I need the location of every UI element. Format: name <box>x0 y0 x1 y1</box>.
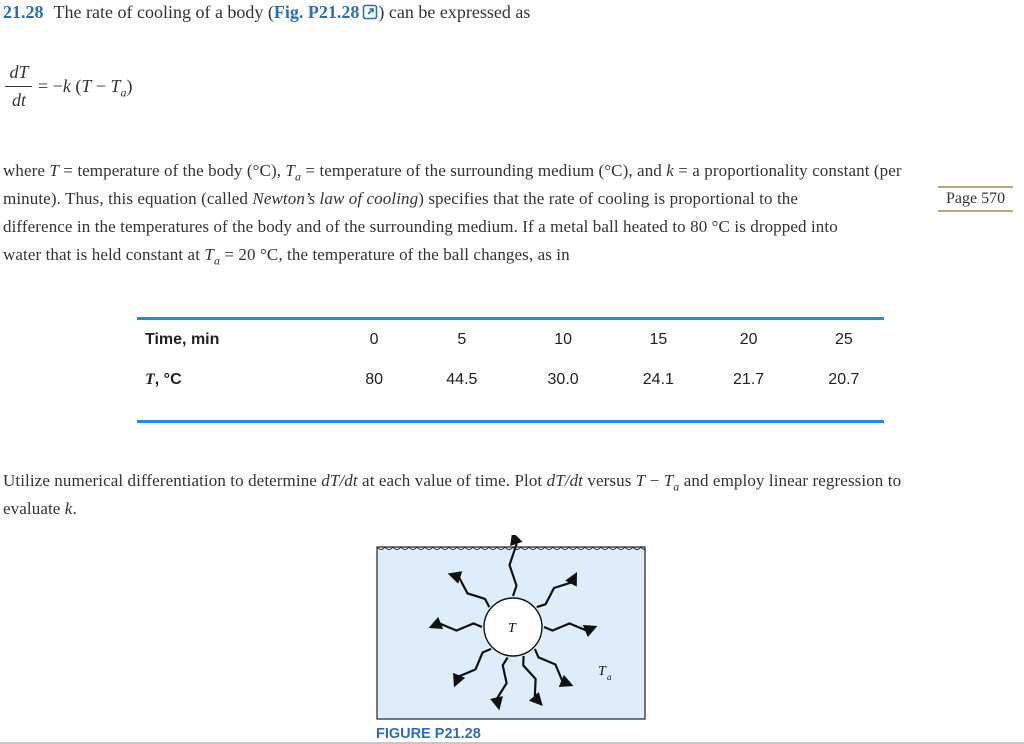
text: = 20 °C, the temperature of the ball changes, as in <box>220 245 570 264</box>
temp-cell: 80 <box>365 371 384 388</box>
var-dTdt: dT/dt <box>321 471 358 490</box>
var-dTdt: dT/dt <box>546 471 584 490</box>
time-cell: 25 <box>834 331 853 348</box>
text: water that is held constant at <box>3 245 205 264</box>
problem-number: 21.28 <box>3 2 44 22</box>
text: Utilize numerical differentiation to determine <box>3 471 322 490</box>
equation-k: k <box>62 76 71 96</box>
var-k: k <box>666 161 674 180</box>
text: . <box>72 499 77 518</box>
text: = temperature of the surrounding medium (°C), and <box>301 161 667 180</box>
equation-equals: = − <box>38 76 63 96</box>
paragraph-2-line-1 <box>3 467 901 501</box>
row-label-time: Time, min <box>145 331 220 348</box>
var-Ta: T <box>204 245 214 264</box>
time-cell: 15 <box>649 331 668 348</box>
time-cell: 10 <box>554 331 572 348</box>
equation-numerator: dT <box>9 62 29 82</box>
text: versus <box>583 471 636 490</box>
text: evaluate <box>3 499 65 518</box>
var-Ta-sub: a <box>213 253 221 268</box>
problem-intro: The rate of cooling of a body ( <box>53 2 274 22</box>
medium-label: T <box>598 664 606 679</box>
time-cell: 5 <box>457 331 467 348</box>
equation-paren-close: ) <box>126 76 133 96</box>
problem-intro-end: ) can be expressed as <box>378 2 531 22</box>
paragraph-1-line-2 <box>3 185 798 214</box>
external-link-icon[interactable] <box>362 4 378 25</box>
table-row-time <box>137 320 884 360</box>
temp-cell: 20.7 <box>828 371 860 388</box>
figure-cooling-diagram <box>370 535 655 725</box>
var-T: T <box>635 471 646 490</box>
var-Ta: T <box>285 161 295 180</box>
fraction-bar <box>5 86 32 87</box>
var-T: T <box>145 371 155 388</box>
data-table-container <box>137 317 884 423</box>
var-Ta-sub: a <box>673 479 680 494</box>
var-T: T <box>49 161 59 180</box>
paragraph-1-line-3: difference in the temperatures of the body and of the surrounding medium. If a metal ball heated to 80 °C is dropped into <box>3 217 838 236</box>
temp-cell: 21.7 <box>733 371 765 388</box>
temp-cell: 30.0 <box>547 371 579 388</box>
page-marker: Page 570 <box>938 186 1013 212</box>
temp-cell: 24.1 <box>642 371 674 388</box>
var-Ta: T <box>663 471 674 490</box>
equation-denominator: dt <box>11 90 26 110</box>
newtons-law-term: Newton’s law of cooling <box>252 189 419 208</box>
unit: , °C <box>154 371 182 388</box>
problem-header <box>3 2 530 25</box>
time-cell: 0 <box>369 331 379 348</box>
paragraph-2-line-2 <box>3 495 77 524</box>
equation-Ta-sub: a <box>120 85 127 100</box>
medium-label-sub: a <box>607 672 612 682</box>
time-cell: 20 <box>739 331 758 348</box>
text: − <box>645 471 664 490</box>
ball-label: T <box>508 621 516 636</box>
var-Ta-sub: a <box>294 169 302 184</box>
text: ) specifies that the rate of cooling is proportional to the <box>418 189 799 208</box>
text: where <box>3 161 50 180</box>
text: minute). Thus, this equation (called <box>3 189 253 208</box>
table-row-temperature <box>137 360 884 400</box>
temp-cell: 44.5 <box>446 371 478 388</box>
equation-T: T <box>81 76 92 96</box>
equation-rhs <box>38 76 133 101</box>
text: and employ linear regression to <box>679 471 902 490</box>
paragraph-1-line-4 <box>3 241 570 275</box>
text: = temperature of the body (°C), <box>58 161 286 180</box>
equation-minus: − <box>91 76 111 96</box>
figure-caption: FIGURE P21.28 <box>376 726 481 742</box>
data-table <box>137 320 884 400</box>
var-k: k <box>64 499 73 518</box>
equation-paren-open: ( <box>70 76 82 96</box>
row-label-temperature <box>137 360 328 400</box>
equation-Ta: T <box>110 76 121 96</box>
text: = a proportionality constant (per <box>673 161 902 180</box>
figure-link[interactable]: Fig. P21.28 <box>273 2 360 22</box>
table-bottom-rule <box>137 420 884 423</box>
text: at each value of time. Plot <box>357 471 547 490</box>
